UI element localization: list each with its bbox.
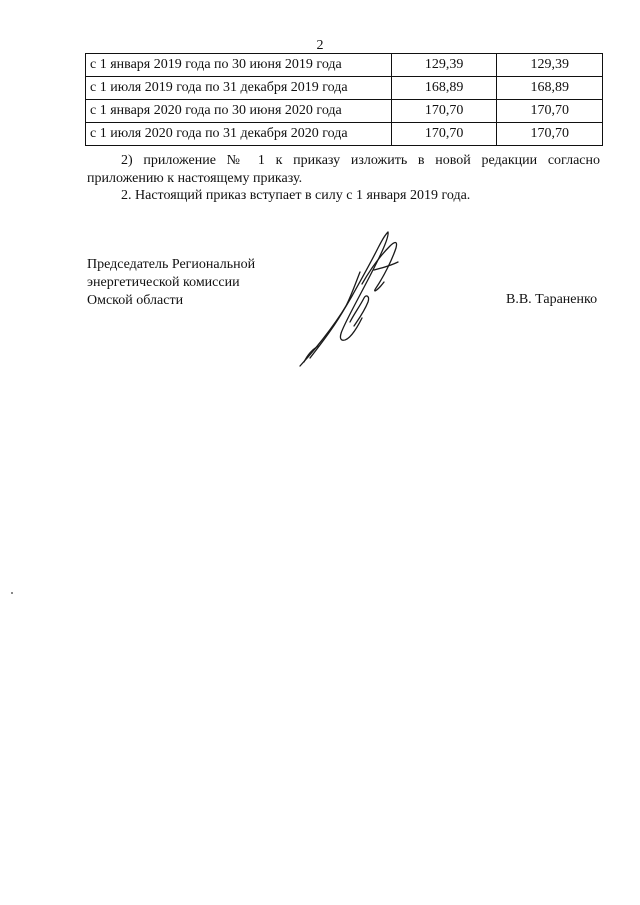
value-cell: 129,39 [497, 54, 603, 77]
signer-title [87, 256, 255, 310]
value-cell: 168,89 [497, 77, 603, 100]
table-row [86, 100, 603, 123]
value-cell: 170,70 [391, 123, 497, 146]
paragraph-clause-2: 2. Настоящий приказ вступает в силу с 1 января 2019 года. [121, 188, 471, 203]
period-cell: с 1 января 2020 года по 30 июня 2020 года [86, 100, 392, 123]
value-cell: 129,39 [391, 54, 497, 77]
table-row [86, 77, 603, 100]
table-row [86, 123, 603, 146]
paragraph-item-2: 2) приложение № 1 к приказу изложить в новой редакции согласно приложению к настоящему приказу. [87, 153, 600, 186]
period-cell: с 1 июля 2020 года по 31 декабря 2020 года [86, 123, 392, 146]
scan-speck [11, 592, 13, 594]
signer-title-line: Омской области [87, 293, 184, 308]
handwritten-signature [290, 226, 420, 376]
value-cell: 170,70 [497, 123, 603, 146]
rates-table [85, 53, 603, 146]
period-cell: с 1 января 2019 года по 30 июня 2019 года [86, 54, 392, 77]
signer-name: В.В. Тараненко [506, 292, 598, 307]
value-cell: 168,89 [391, 77, 497, 100]
signer-title-line: Председатель Региональной [87, 257, 256, 272]
page-number: 2 [316, 38, 324, 53]
value-cell: 170,70 [497, 100, 603, 123]
period-cell: с 1 июля 2019 года по 31 декабря 2019 года [86, 77, 392, 100]
value-cell: 170,70 [391, 100, 497, 123]
signer-title-line: энергетической комиссии [87, 275, 240, 290]
table-row [86, 54, 603, 77]
